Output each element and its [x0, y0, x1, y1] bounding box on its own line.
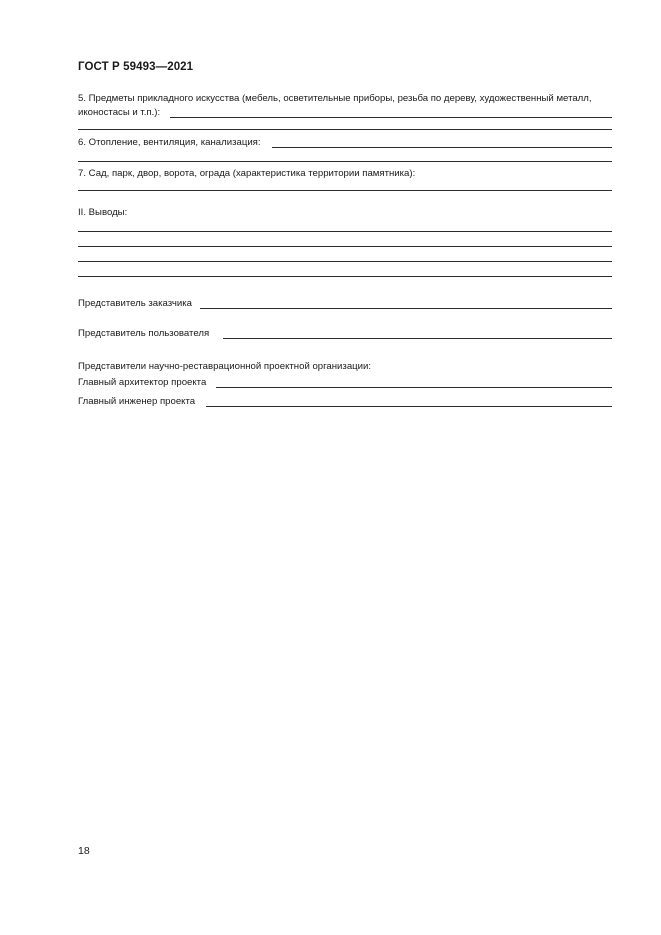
conclusions-line-2[interactable] [78, 246, 612, 247]
user-rep-signature-line[interactable] [223, 338, 612, 339]
item-6-fill-line[interactable] [272, 147, 612, 148]
org-reps-heading: Представители научно-реставрационной проектной организации: [78, 361, 372, 372]
item-5-label: 5. Предметы прикладного искусства (мебель, осветительные приборы, резьба по дереву, художественный металл, [78, 93, 592, 104]
customer-rep-signature-line[interactable] [200, 308, 612, 309]
item-5-fill-line-2[interactable] [78, 129, 612, 130]
conclusions-heading: II. Выводы: [78, 207, 128, 218]
chief-architect-signature-line[interactable] [216, 387, 612, 388]
customer-rep-label: Представитель заказчика [78, 298, 192, 309]
chief-engineer-signature-line[interactable] [206, 406, 612, 407]
item-6-label: 6. Отопление, вентиляция, канализация: [78, 137, 261, 148]
chief-architect-label: Главный архитектор проекта [78, 377, 207, 388]
document-code: ГОСТ Р 59493—2021 [78, 61, 194, 73]
page-number: 18 [78, 845, 90, 857]
item-6-fill-line-2[interactable] [78, 161, 612, 162]
conclusions-line-3[interactable] [78, 261, 612, 262]
item-7-label: 7. Сад, парк, двор, ворота, ограда (характеристика территории памятника): [78, 168, 416, 179]
item-7-fill-line[interactable] [78, 190, 612, 191]
item-5-label-continued: иконостасы и т.п.): [78, 107, 161, 118]
chief-engineer-label: Главный инженер проекта [78, 396, 196, 407]
user-rep-label: Представитель пользователя [78, 328, 210, 339]
conclusions-line-4[interactable] [78, 276, 612, 277]
conclusions-line-1[interactable] [78, 231, 612, 232]
item-5-fill-line[interactable] [170, 117, 612, 118]
